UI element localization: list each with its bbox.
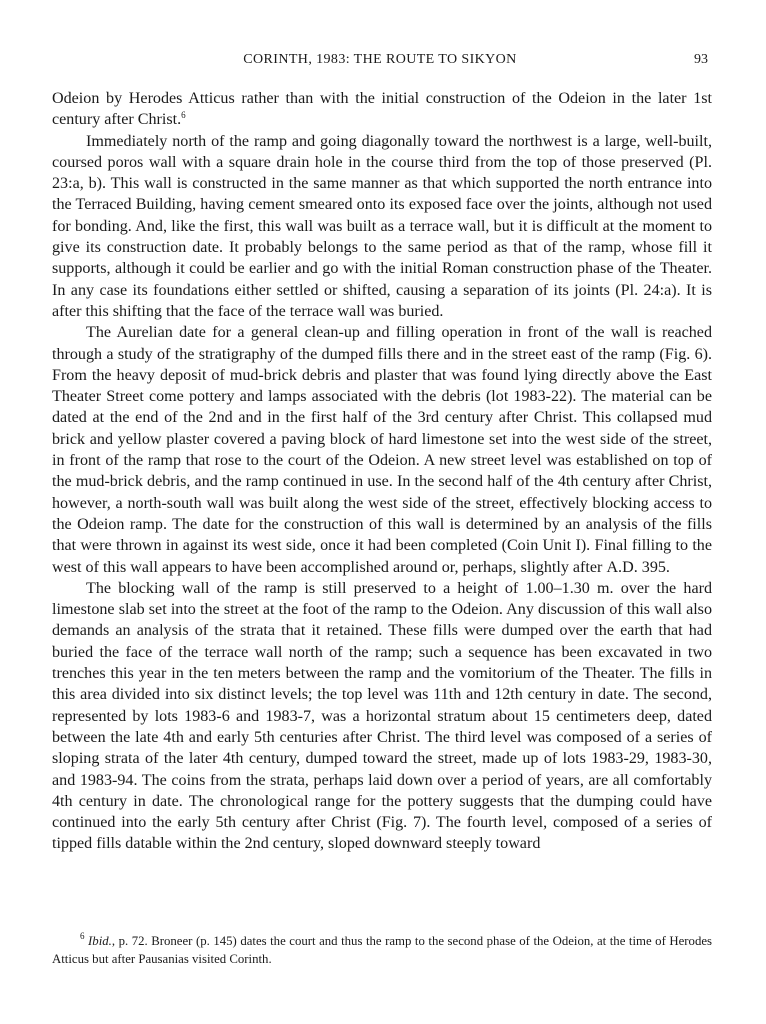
footnote-6 xyxy=(52,932,712,968)
paragraph-2: Immediately north of the ramp and going diagonally toward the northwest is a large, well-built, coursed poros wall with a square drain hole in the course third from the top of those preserved (Pl. 23:a, b). This wall is constructed in the same manner as that which supported the north entrance into the Terraced Building, having cement smeared onto its exposed face over the joints, although not used for bonding. And, like the first, this wall was built as a terrace wall, but it is difficult at the moment to give its construction date. It probably belongs to the same period as that of the ramp, whose fill it supports, although it could be earlier and go with the initial Roman construction phase of the Theater. In any case its foundations either settled or shifted, causing a separation of its joints (Pl. 24:a). It is after this shifting that the face of the terrace wall was buried. xyxy=(52,132,712,320)
body-text xyxy=(52,88,712,855)
paragraph-4: The blocking wall of the ramp is still preserved to a height of 1.00–1.30 m. over the hard limestone slab set into the street at the foot of the ramp to the Odeion. Any discussion of this wall also demands an analysis of the strata that it retained. These fills were dumped over the earth that had buried the face of the terrace wall north of the ramp; such a sequence has been excavated in two trenches this year in the ten meters between the ramp and the vomitorium of the Theater. The fills in this area divided into six distinct levels; the top level was 11th and 12th century in date. The second, represented by lots 1983-6 and 1983-7, was a horizontal stratum about 15 centimeters deep, dated between the late 4th and early 5th centuries after Christ. The third level was composed of a series of sloping strata of the later 4th century, dumped toward the street, made up of lots 1983-29, 1983-30, and 1983-94. The coins from the strata, perhaps laid down over a period of years, are all comfortably 4th century in date. The chronological range for the pottery suggests that the dumping could have continued into the early 5th century after Christ (Fig. 7). The fourth level, composed of a series of tipped fills datable within the 2nd century, sloped downward steeply toward xyxy=(52,579,712,853)
era-abbreviation: A.D. xyxy=(606,558,638,576)
running-title: CORINTH, 1983: THE ROUTE TO SIKYON xyxy=(243,52,517,67)
paragraph-text: The Aurelian date for a general clean-up and filling operation in front of the wall is reached through a study of the stratigraphy of the dumped fills there and in the street east of the ramp (Fig. 6). From the heavy deposit of mud-brick debris and plaster that was found lying directly above the East Theater Street come pottery and lamps associated with the debris (lot 1983-22). The material can be dated at the end of the 2nd and in the first half of the 3rd century after Christ. This collapsed mud brick and yellow plaster covered a paving block of hard limestone set into the west side of the street, in front of the ramp that rose to the court of the Odeion. A new street level was established on top of the mud-brick debris, and the ramp continued in use. In the second half of the 4th century after Christ, however, a north-south wall was built along the west side of the street, effectively blocking access to the Odeion ramp. The date for the construction of this wall is determined by an analysis of the fills that were thrown in against its west side, once it had been completed (Coin Unit I). Final filling to the west of this wall appears to have been accomplished around or, perhaps, slightly after xyxy=(52,324,712,576)
footnote-text: , p. 72. Broneer (p. 145) dates the court and thus the ramp to the second phase of the Odeion, at the time of Herodes Atticus but after Pausanias visited Corinth. xyxy=(52,934,712,966)
footnote-reference: 6 xyxy=(181,110,186,121)
year: 395. xyxy=(641,558,670,576)
footnote-number: 6 xyxy=(80,931,85,941)
footnotes xyxy=(52,932,712,968)
paragraph-1 xyxy=(52,88,712,131)
paragraph-text: Odeion by Herodes Atticus rather than with the initial construction of the Odeion in the later 1st century after Christ. xyxy=(52,90,712,129)
page-number: 93 xyxy=(694,52,708,67)
paragraph-3 xyxy=(52,322,712,578)
running-header xyxy=(52,52,708,72)
footnote-ibid: Ibid. xyxy=(88,934,112,948)
